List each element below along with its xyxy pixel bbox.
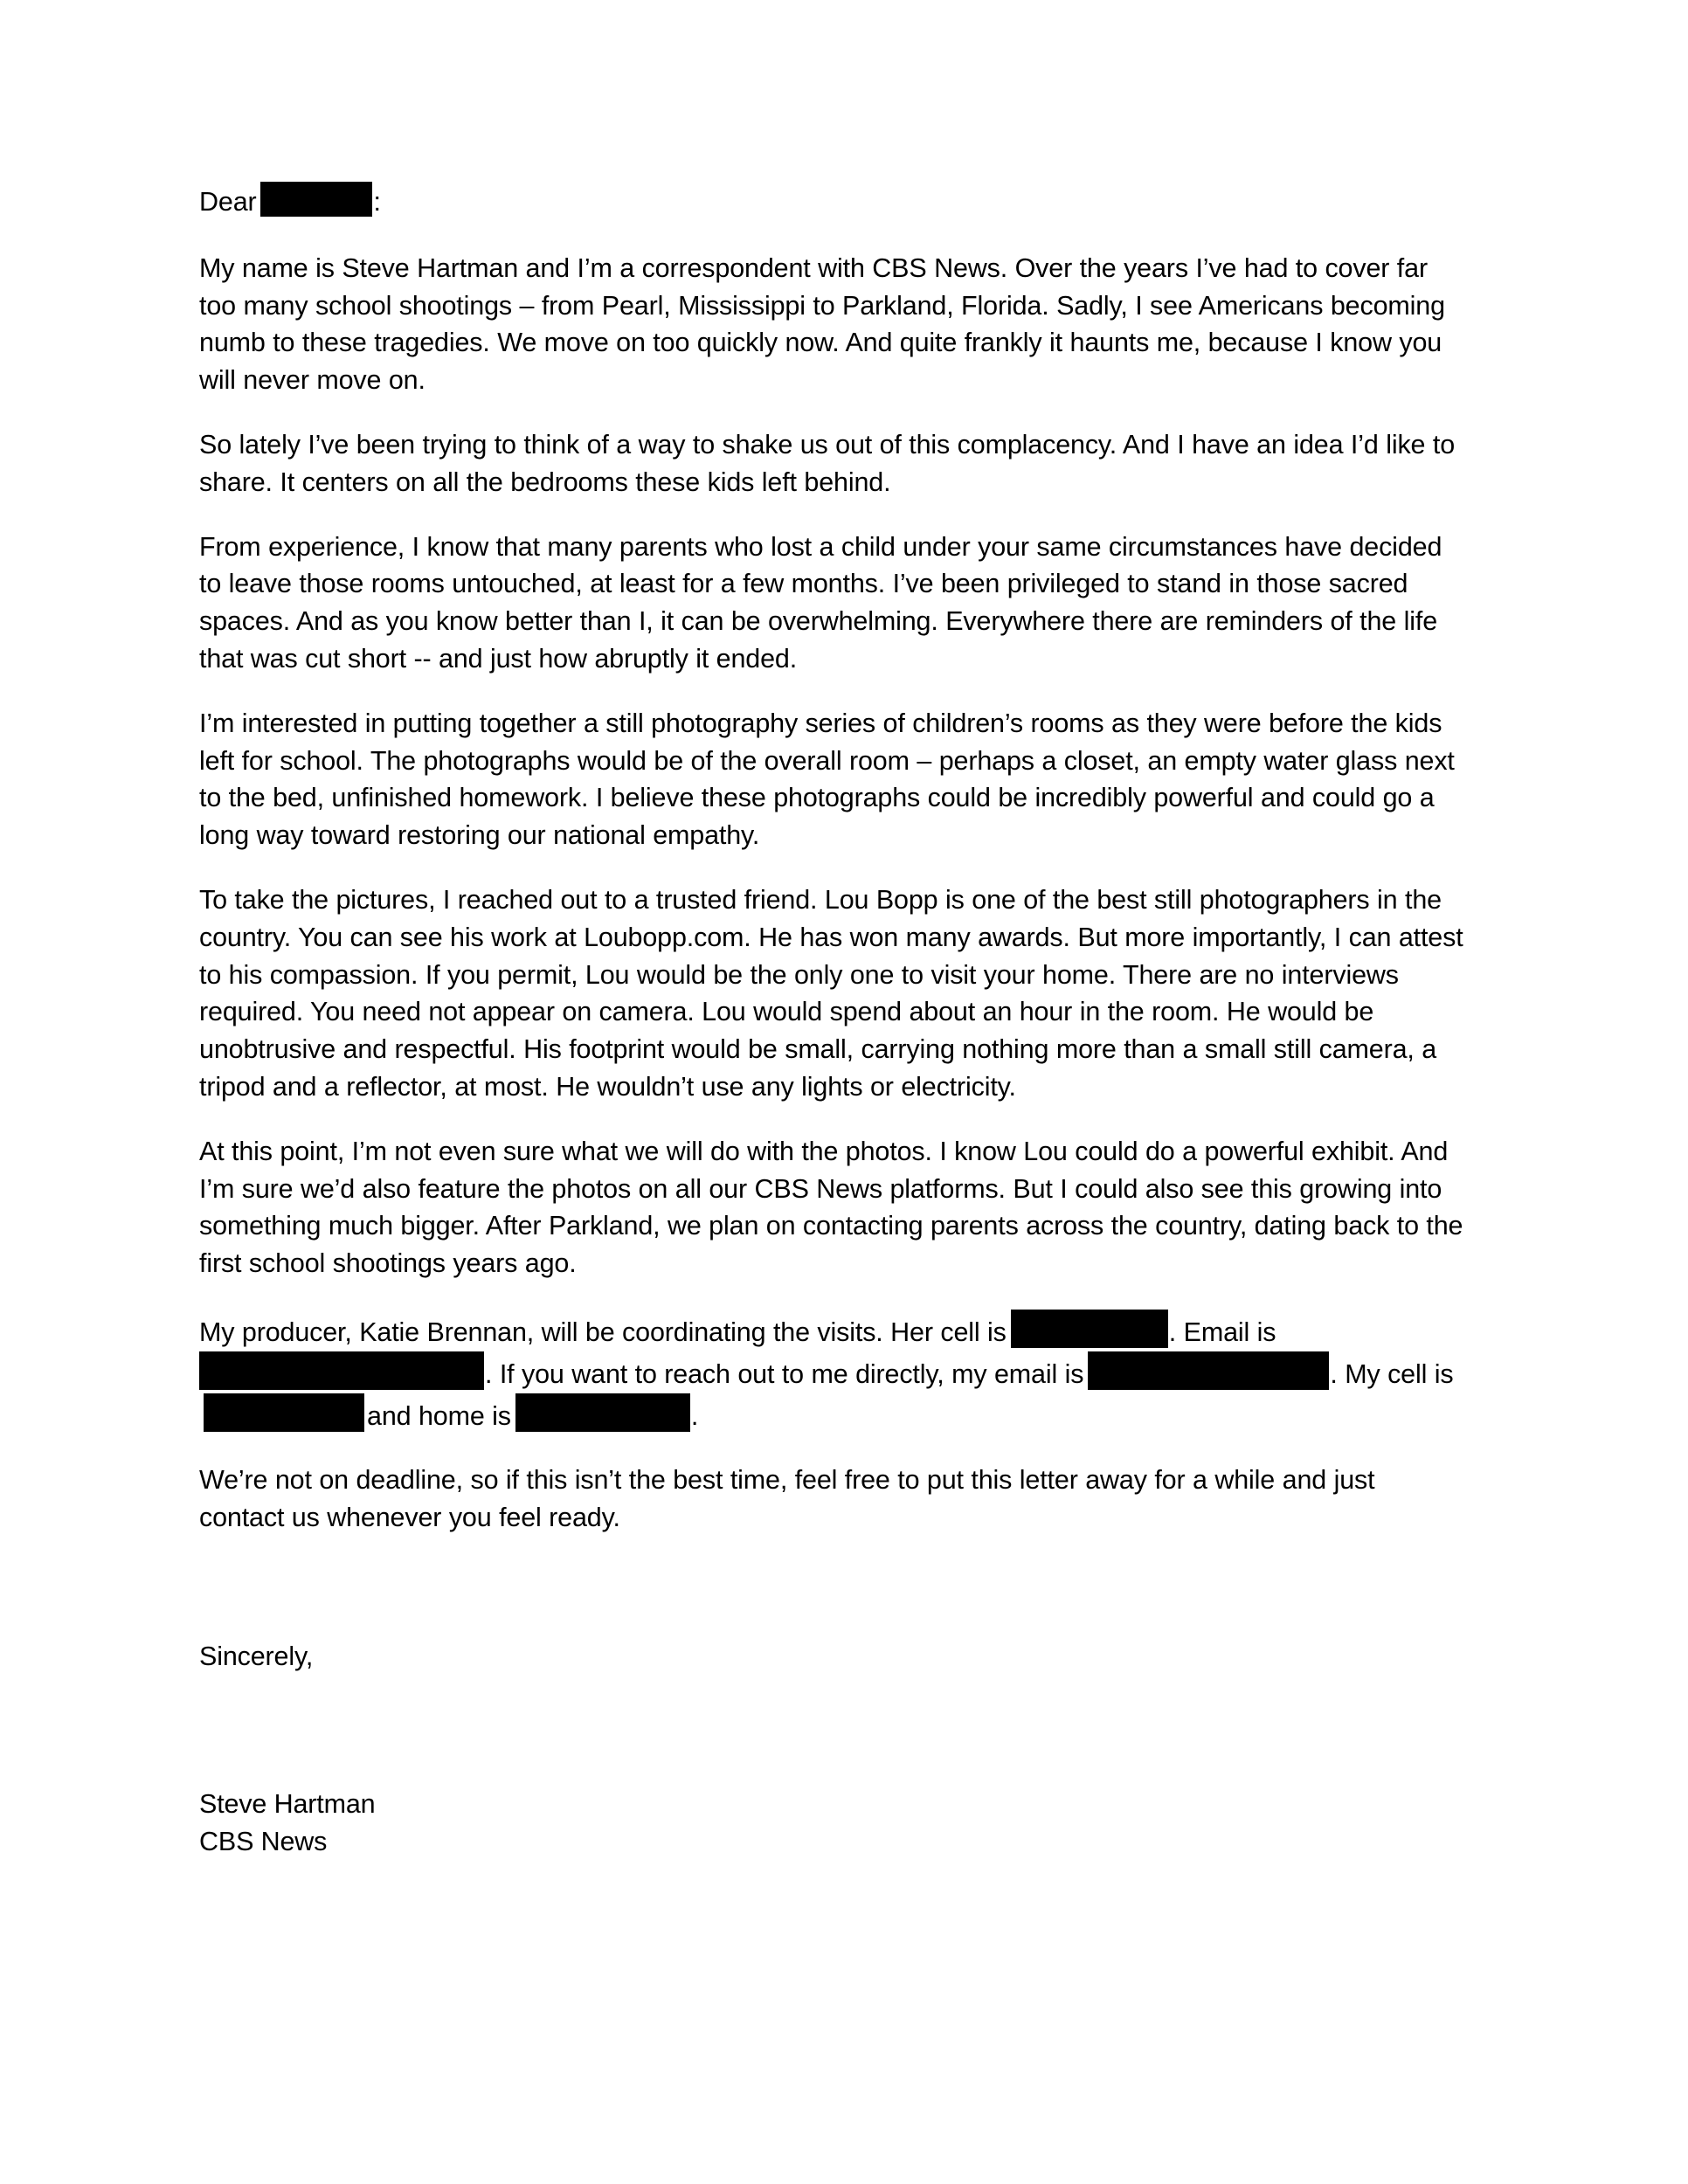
contact-segment-2: . Email is xyxy=(1168,1317,1276,1347)
paragraph-plans: At this point, I’m not even sure what we will do with the photos. I know Lou could do a powerful exhibit. And I’m sure we’d also feature the photos on all our CBS News platforms. But I could also see this growing into something much bigger. After Parkland, we plan on contacting parents across the country, dating back to the first school shootings years ago. xyxy=(199,1136,1463,1279)
paragraph-contact xyxy=(199,1310,1464,1434)
contact-segment-1: My producer, Katie Brennan, will be coordinating the visits. Her cell is xyxy=(199,1317,1007,1347)
contact-segment-6: . xyxy=(690,1400,699,1431)
signature-name: Steve Hartman xyxy=(199,1789,376,1819)
signature-block xyxy=(199,1786,375,1861)
redaction-bar-producer-email xyxy=(199,1351,484,1390)
salutation-line xyxy=(199,182,1464,221)
redaction-bar-sender-cell xyxy=(204,1393,364,1432)
contact-segment-5: and home is xyxy=(367,1400,511,1431)
paragraph-experience: From experience, I know that many parents who lost a child under your same circumstances have decided to leave those rooms untouched, at least for a few months. I’ve been privileged to stand in those sacred spaces. And as you know better than I, it can be overwhelming. Everywhere there are reminders of the life that was cut short -- and just how abruptly it ended. xyxy=(199,531,1442,674)
redaction-bar-producer-cell xyxy=(1011,1310,1168,1348)
redaction-bar-sender-email xyxy=(1088,1351,1329,1390)
contact-segment-3: . If you want to reach out to me directly, my email is xyxy=(485,1358,1084,1389)
paragraph-idea: So lately I’ve been trying to think of a way to shake us out of this complacency. And I have an idea I’d like to share. It centers on all the bedrooms these kids left behind. xyxy=(199,429,1456,497)
paragraph-proposal: I’m interested in putting together a still photography series of children’s rooms as they were before the kids left for school. The photographs would be of the overall room – perhaps a closet, an empty water glass next to the bed, unfinished homework. I believe these photographs could be incredibly powerful and could go a long way toward restoring our national empathy. xyxy=(199,708,1455,851)
salutation-prefix: Dear xyxy=(199,187,257,217)
contact-segment-4: . My cell is xyxy=(1330,1358,1454,1389)
paragraph-photographer: To take the pictures, I reached out to a trusted friend. Lou Bopp is one of the best still photographers in the country. You can see his work at Loubopp.com. He has won many awards. But more importantly, I can attest to his compassion. If you permit, Lou would be the only one to visit your home. There are no interviews required. You need not appear on camera. Lou would spend about an hour in the room. He would be unobtrusive and respectful. His footprint would be small, carrying nothing more than a small still camera, a tripod and a reflector, at most. He wouldn’t use any lights or electricity. xyxy=(199,884,1463,1102)
redaction-bar-recipient-name xyxy=(260,182,372,217)
closing-line: Sincerely, xyxy=(199,1641,314,1671)
redaction-bar-sender-home xyxy=(515,1393,690,1432)
paragraph-intro: My name is Steve Hartman and I’m a correspondent with CBS News. Over the years I’ve had to cover far too many school shootings – from Pearl, Mississippi to Parkland, Florida. Sadly, I see Americans becoming numb to these tragedies. We move on too quickly now. And quite frankly it haunts me, because I know you will never move on. xyxy=(199,252,1445,396)
salutation-suffix: : xyxy=(373,187,381,217)
letter-body xyxy=(199,182,1464,1564)
signature-organization: CBS News xyxy=(199,1826,328,1856)
paragraph-no-deadline: We’re not on deadline, so if this isn’t the best time, feel free to put this letter away for a while and just contact us whenever you feel ready. xyxy=(199,1465,1375,1533)
